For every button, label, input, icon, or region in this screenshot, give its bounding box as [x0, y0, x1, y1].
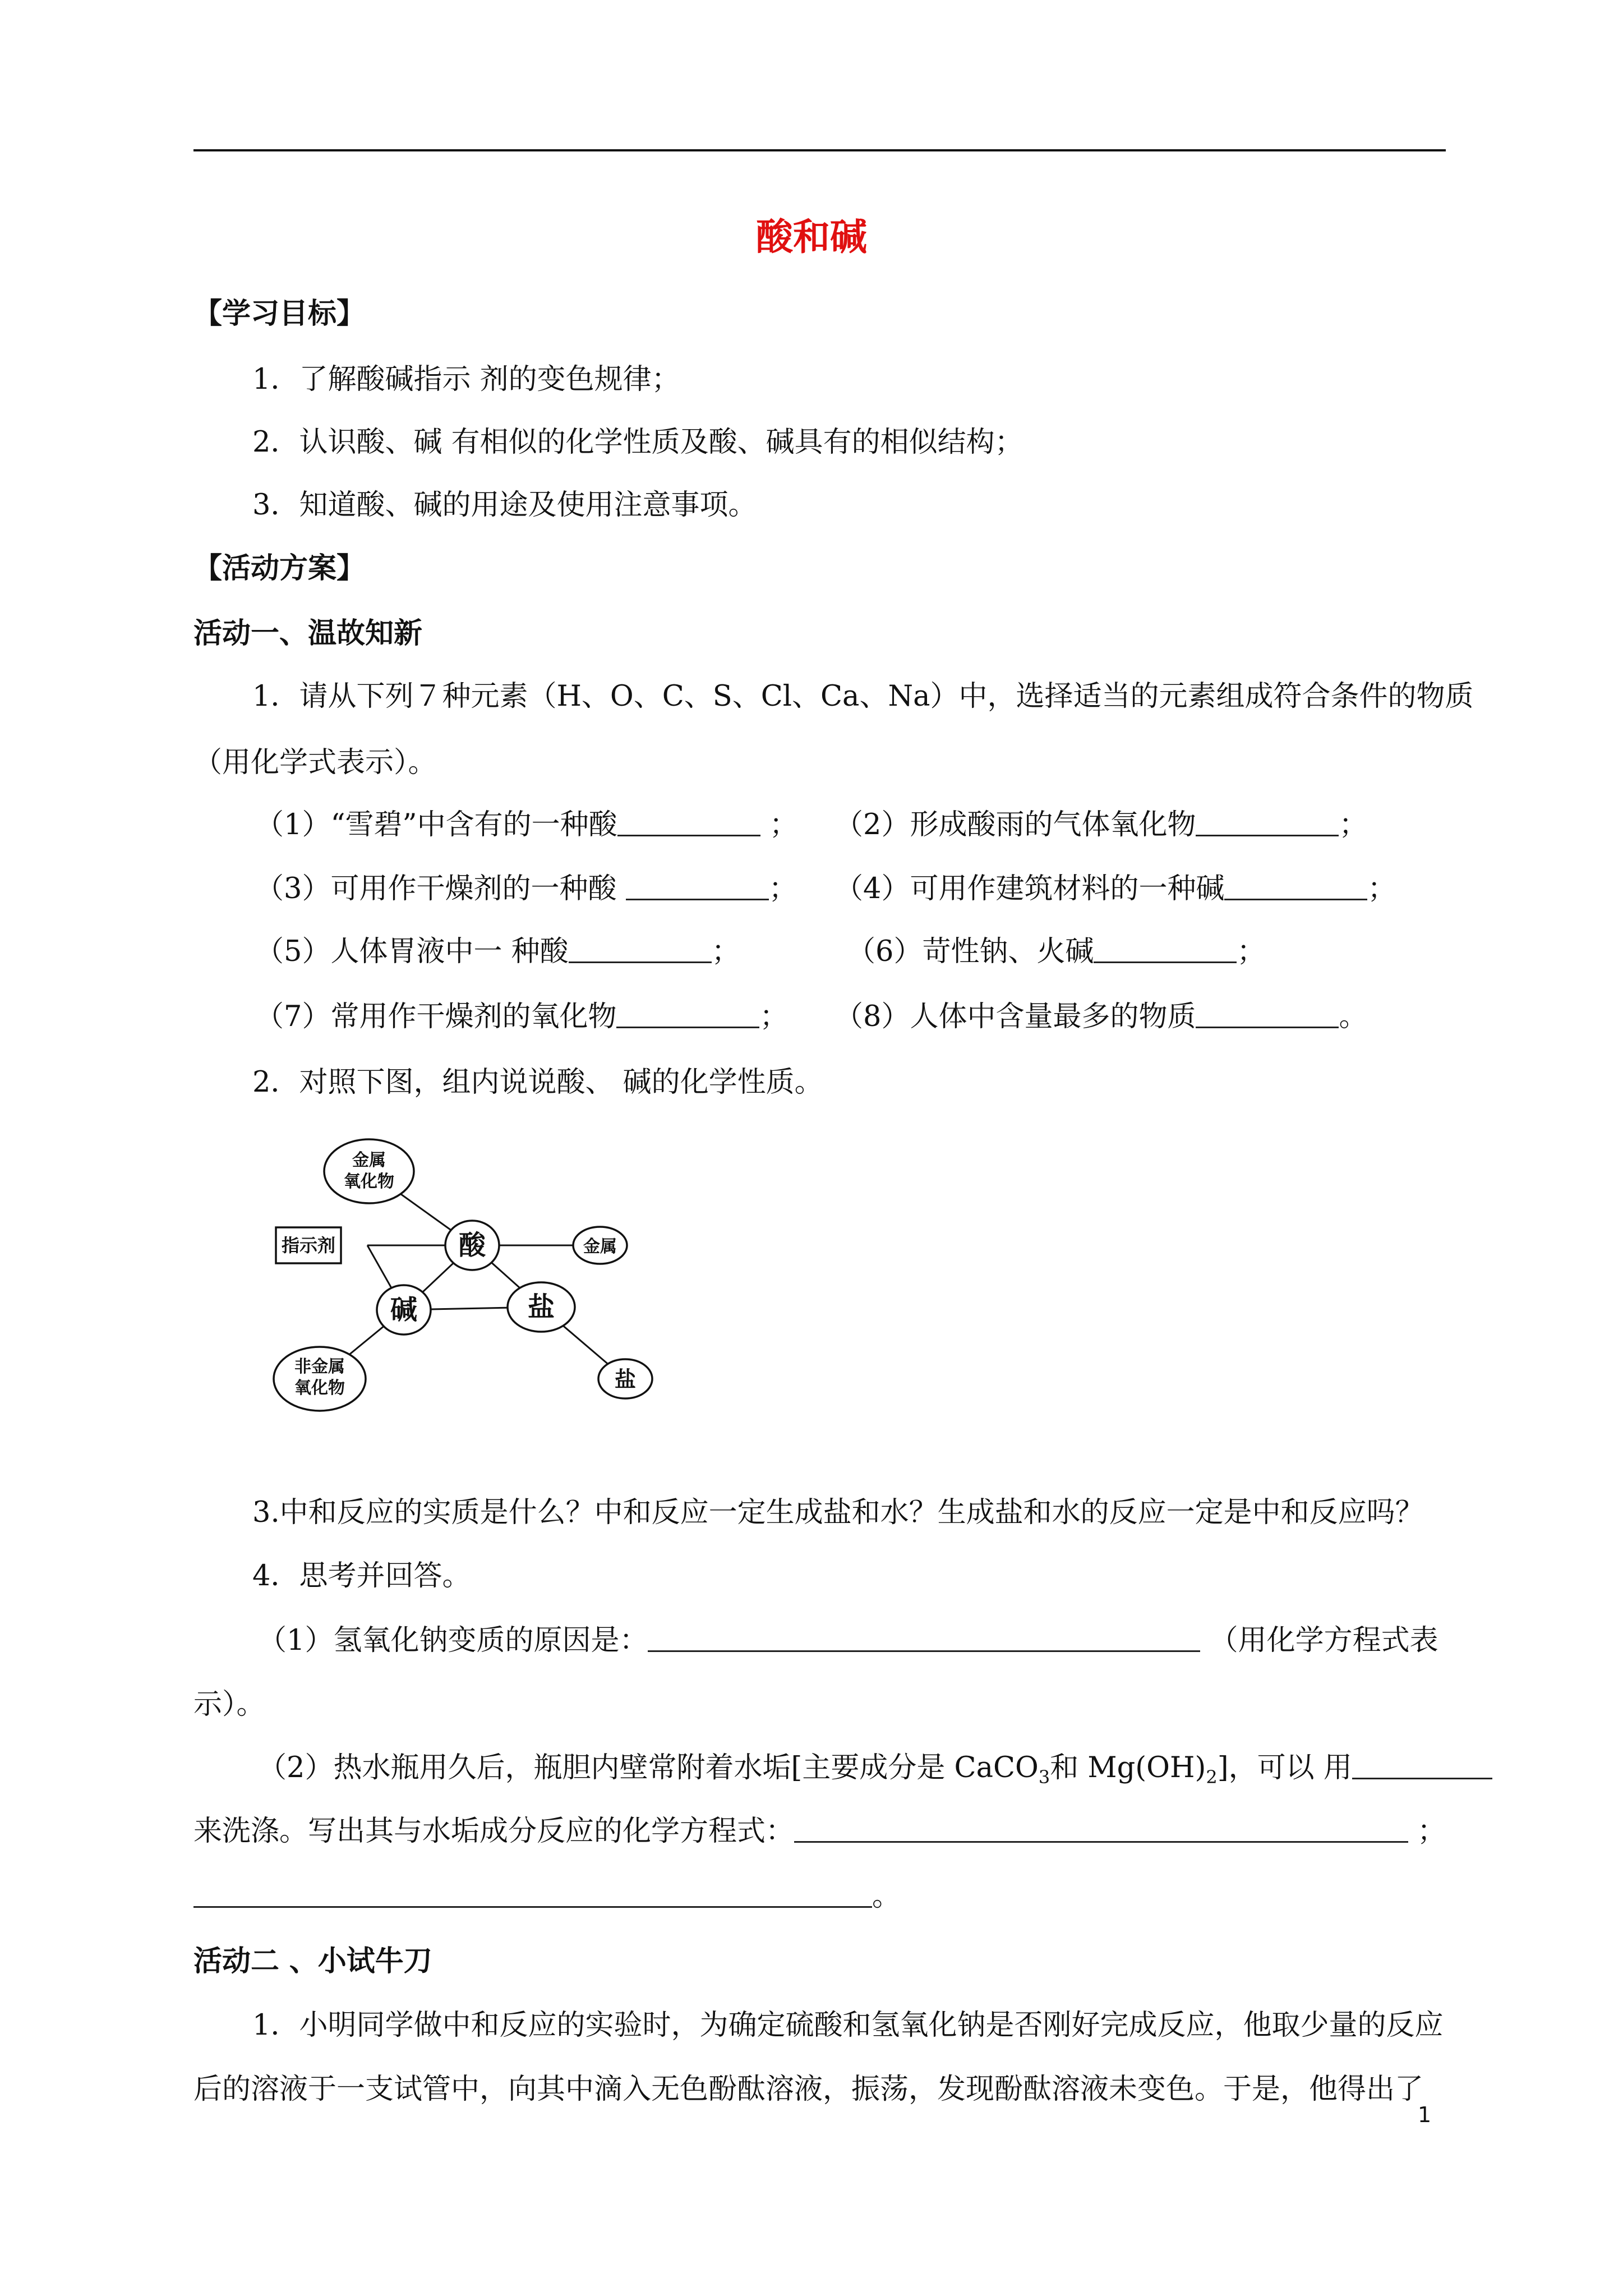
fill-end: ；: [1339, 808, 1368, 841]
fill-item-4: [834, 869, 1396, 909]
base-label: 碱: [390, 1294, 418, 1326]
goal-item-2: 2．认识酸、碱 有相似的化学性质及酸、碱具有的相似结构；: [252, 426, 1023, 459]
fill-item-7: [255, 997, 788, 1037]
q1-line1: 1．请从下列７种元素（H、O、C、S、Cl、Ca、Na）中，选择适当的元素组成符合条件的物质: [252, 680, 1474, 713]
q4-2-line2: [193, 1812, 1446, 1851]
metal-oxide-node: [324, 1139, 414, 1203]
fill-item-3: [255, 869, 797, 909]
q4-1-label: （1）氢氧化钠变质的原因是：: [258, 1624, 648, 1657]
acid-base-diagram: [269, 1111, 679, 1425]
q4-2-text-a: （2）热水瓶用久后，瓶胆内壁常附着水垢[主要成分是 CaCO: [258, 1751, 1039, 1784]
q4-text: 4．思考并回答。: [252, 1559, 471, 1593]
fill-end: ；: [711, 935, 740, 968]
activity2-p1-line2: 后的溶液于一支试管中，向其中滴入无色酚酞溶液，振荡，发现酚酞溶液未变色。于是，他得出了: [193, 2073, 1424, 2106]
answer-blank[interactable]: [617, 806, 760, 836]
fill-label: （7）常用作干燥剂的氧化物: [255, 1000, 617, 1033]
q4-2-line3: [193, 1877, 901, 1916]
plan-header: 【活动方案】: [193, 552, 366, 585]
answer-blank[interactable]: [794, 1812, 1408, 1843]
fill-label: （1）“雪碧”中含有的一种酸: [255, 808, 617, 841]
fill-end: ；: [769, 808, 798, 841]
page-number: 1: [1418, 2102, 1432, 2127]
answer-blank[interactable]: [616, 997, 759, 1028]
answer-blank[interactable]: [193, 1877, 872, 1908]
fill-label: （8）人体中含量最多的物质: [834, 1000, 1196, 1033]
q4-2-text-c: ]，可以 用: [1217, 1751, 1352, 1784]
header-rule: [193, 149, 1446, 151]
answer-blank[interactable]: [626, 869, 769, 900]
nonmetal-oxide-label-2: 氧化物: [294, 1378, 345, 1398]
goals-header: 【学习目标】: [193, 297, 366, 330]
answer-blank[interactable]: [1352, 1749, 1492, 1779]
subscript: 3: [1038, 1766, 1050, 1788]
fill-end: ；: [759, 1000, 789, 1033]
fill-item-1: [255, 806, 798, 845]
goal-item-3: 3．知道酸、碱的用途及使用注意事项。: [252, 489, 757, 522]
indicator-label: 指示剂: [281, 1235, 336, 1256]
q4-2-line1: [258, 1749, 1492, 1797]
fill-item-8: [834, 997, 1367, 1037]
metal-label: 金属: [583, 1237, 617, 1257]
q4-2-text-b: 和 Mg(OH): [1050, 1751, 1206, 1784]
acid-label: 酸: [458, 1230, 486, 1261]
nonmetal-oxide-label-1: 非金属: [294, 1357, 345, 1377]
fill-end: 。: [1339, 1000, 1368, 1033]
q4-2-line2-label: 来洗涤。写出其与水垢成分反应的化学方程式：: [193, 1815, 795, 1848]
answer-blank[interactable]: [569, 932, 712, 963]
q4-1-cont: 示）。: [193, 1688, 265, 1721]
q4-1-line: [258, 1621, 1438, 1660]
activity1-header: 活动一、温故知新: [193, 617, 423, 650]
salt-small-label: 盐: [614, 1367, 637, 1392]
metal-oxide-label-1: 金属: [352, 1151, 386, 1170]
q1-line2: （用化学式表示）。: [193, 746, 437, 779]
answer-blank[interactable]: [1094, 932, 1237, 963]
salt-center-label: 盐: [527, 1291, 555, 1323]
fill-label: （4）可用作建筑材料的一种碱: [834, 872, 1225, 905]
subscript: 2: [1206, 1766, 1218, 1788]
answer-blank[interactable]: [1196, 806, 1339, 836]
q3-text: 3.中和反应的实质是什么？中和反应一定生成盐和水？生成盐和水的反应一定是中和反应吗？: [252, 1496, 1424, 1529]
fill-item-6: [847, 932, 1265, 972]
answer-blank[interactable]: [1224, 869, 1367, 900]
fill-end: ；: [1367, 872, 1396, 905]
q4-2-line3-end: 。: [872, 1880, 901, 1913]
q4-1-tail: （用化学方程式表: [1209, 1624, 1438, 1657]
fill-end: ；: [768, 872, 797, 905]
fill-label: （2）形成酸雨的气体氧化物: [834, 808, 1196, 841]
activity2-p1-line1: 1．小明同学做中和反应的实验时，为确定硫酸和氢氧化钠是否刚好完成反应，他取少量的反应: [252, 2009, 1444, 2042]
page-title: 酸和碱: [756, 215, 867, 259]
fill-item-2: [834, 806, 1367, 845]
activity2-header: 活动二 、小试牛刀: [193, 1945, 432, 1978]
answer-blank[interactable]: [648, 1621, 1200, 1652]
q2-text: 2．对照下图，组内说说酸、 碱的化学性质。: [252, 1066, 823, 1099]
goal-item-1: 1．了解酸碱指示 剂的变色规律；: [252, 363, 680, 396]
fill-item-5: [255, 932, 740, 972]
q4-2-line2-end: ；: [1417, 1815, 1446, 1848]
fill-label: （3）可用作干燥剂的一种酸: [255, 872, 626, 905]
fill-end: ；: [1237, 935, 1266, 968]
metal-oxide-label-2: 氧化物: [344, 1172, 394, 1191]
fill-label: （5）人体胃液中一 种酸: [255, 935, 569, 968]
fill-label: （6）苛性钠、火碱: [847, 935, 1094, 968]
answer-blank[interactable]: [1196, 997, 1339, 1028]
